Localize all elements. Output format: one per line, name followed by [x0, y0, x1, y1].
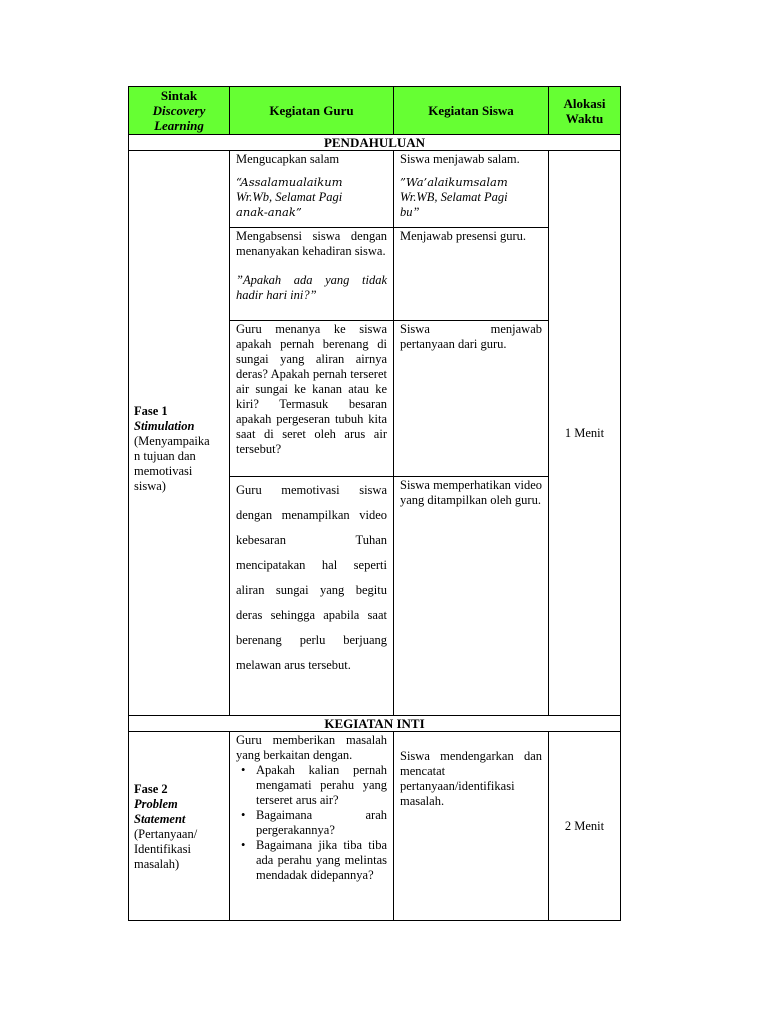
header-sintak-label: Sintak	[160, 88, 198, 103]
phase-1-name: Stimulation	[134, 418, 195, 433]
siswa-salam-quote-2: Wr.WB, Selamat Pagi	[400, 190, 508, 204]
lesson-plan-table	[128, 86, 621, 921]
header-discovery-label: Discovery	[152, 103, 206, 118]
siswa-absensi-text: Menjawab presensi guru.	[400, 229, 527, 243]
guru-salam-text: Mengucapkan salam	[236, 152, 340, 166]
guru-absensi-quote: ”Apakah ada yang tidak hadir hari ini?”	[236, 273, 387, 302]
phase-2-cell	[128, 731, 230, 921]
siswa-masalah-text: Siswa mendengarkan dan mencatat pertanyaan/identifikasi masalah.	[400, 749, 542, 808]
phase-2-time: 2 Menit	[548, 731, 621, 921]
list-item: • Bagaimana arah pergerakannya?	[256, 808, 387, 838]
guru-motivasi-text: Guru memotivasi siswa dengan menampilkan video kebesaran Tuhan mencipatakan hal seperti aliran sungai yang begitu deras sehingga apabila saat berenang perlu berjuang melawan arus tersebut.	[236, 483, 387, 672]
section-pendahuluan: PENDAHULUAN	[128, 134, 621, 151]
header-learning-label: Learning	[154, 118, 204, 133]
guru-absensi-cell	[229, 227, 394, 321]
siswa-menanya-cell	[393, 320, 549, 477]
siswa-masalah-cell	[393, 731, 549, 921]
list-item: • Bagaimana jika tiba tiba ada perahu yang melintas mendadak didepannya?	[256, 838, 387, 883]
guru-masalah-list	[236, 763, 387, 883]
guru-salam-quote-2: Wr.Wb, Selamat Pagi	[236, 190, 343, 204]
guru-menanya-text: Guru menanya ke siswa apakah pernah berenang di sungai yang aliran airnya deras? Apakah pernah terseret air sungai ke kanan atau ke kiri? Termasuk besaran apakah pergeseran tubuh kita saat di seret oleh arus air tersebut?	[236, 322, 387, 456]
header-alokasi-label: Alokasi	[563, 95, 606, 111]
phase-2-title: Fase 2	[134, 781, 168, 796]
header-waktu-label: Waktu	[565, 110, 604, 126]
guru-absensi-text: Mengabsensi siswa dengan menanyakan kehadiran siswa.	[236, 229, 387, 258]
siswa-menanya-text: Siswa menjawab pertanyaan dari guru.	[400, 322, 542, 351]
guru-masalah-intro: Guru memberikan masalah yang berkaitan dengan.	[236, 733, 387, 762]
header-sintak	[128, 86, 230, 135]
siswa-salam-cell	[393, 150, 549, 228]
phase-2-name-2: Statement	[134, 811, 186, 826]
phase-1-cell	[128, 150, 230, 716]
siswa-salam-text: Siswa menjawab salam.	[400, 152, 520, 166]
phase-1-desc-1: (Menyampaika	[134, 433, 210, 448]
phase-2-desc-1: (Pertanyaan/	[134, 826, 198, 841]
siswa-motivasi-cell	[393, 476, 549, 716]
section-kegiatan-inti: KEGIATAN INTI	[128, 715, 621, 732]
phase-1-time: 1 Menit	[548, 150, 621, 716]
header-kegiatan-siswa: Kegiatan Siswa	[393, 86, 549, 135]
guru-salam-quote-3: anak-anak”	[236, 205, 302, 219]
list-item: • Apakah kalian pernah mengamati perahu yang terseret arus air?	[256, 763, 387, 808]
guru-motivasi-cell	[229, 476, 394, 716]
siswa-salam-quote-1: ”Wa’alaikumsalam	[400, 175, 508, 189]
phase-1-desc-4: siswa)	[134, 478, 166, 493]
phase-2-name-1: Problem	[134, 796, 178, 811]
header-kegiatan-guru: Kegiatan Guru	[229, 86, 394, 135]
guru-salam-cell	[229, 150, 394, 228]
phase-1-desc-2: n tujuan dan	[134, 448, 196, 463]
guru-menanya-cell	[229, 320, 394, 477]
phase-1-title: Fase 1	[134, 403, 168, 418]
phase-2-desc-3: masalah)	[134, 856, 180, 871]
siswa-salam-quote-3: bu”	[400, 205, 420, 219]
header-alokasi-waktu	[548, 86, 621, 135]
guru-masalah-cell	[229, 731, 394, 921]
phase-1-desc-3: memotivasi	[134, 463, 193, 478]
phase-2-desc-2: Identifikasi	[134, 841, 191, 856]
guru-salam-quote-1: “Assalamualaikum	[236, 175, 343, 189]
siswa-absensi-cell	[393, 227, 549, 321]
siswa-motivasi-text: Siswa memperhatikan video yang ditampilkan oleh guru.	[400, 478, 542, 507]
